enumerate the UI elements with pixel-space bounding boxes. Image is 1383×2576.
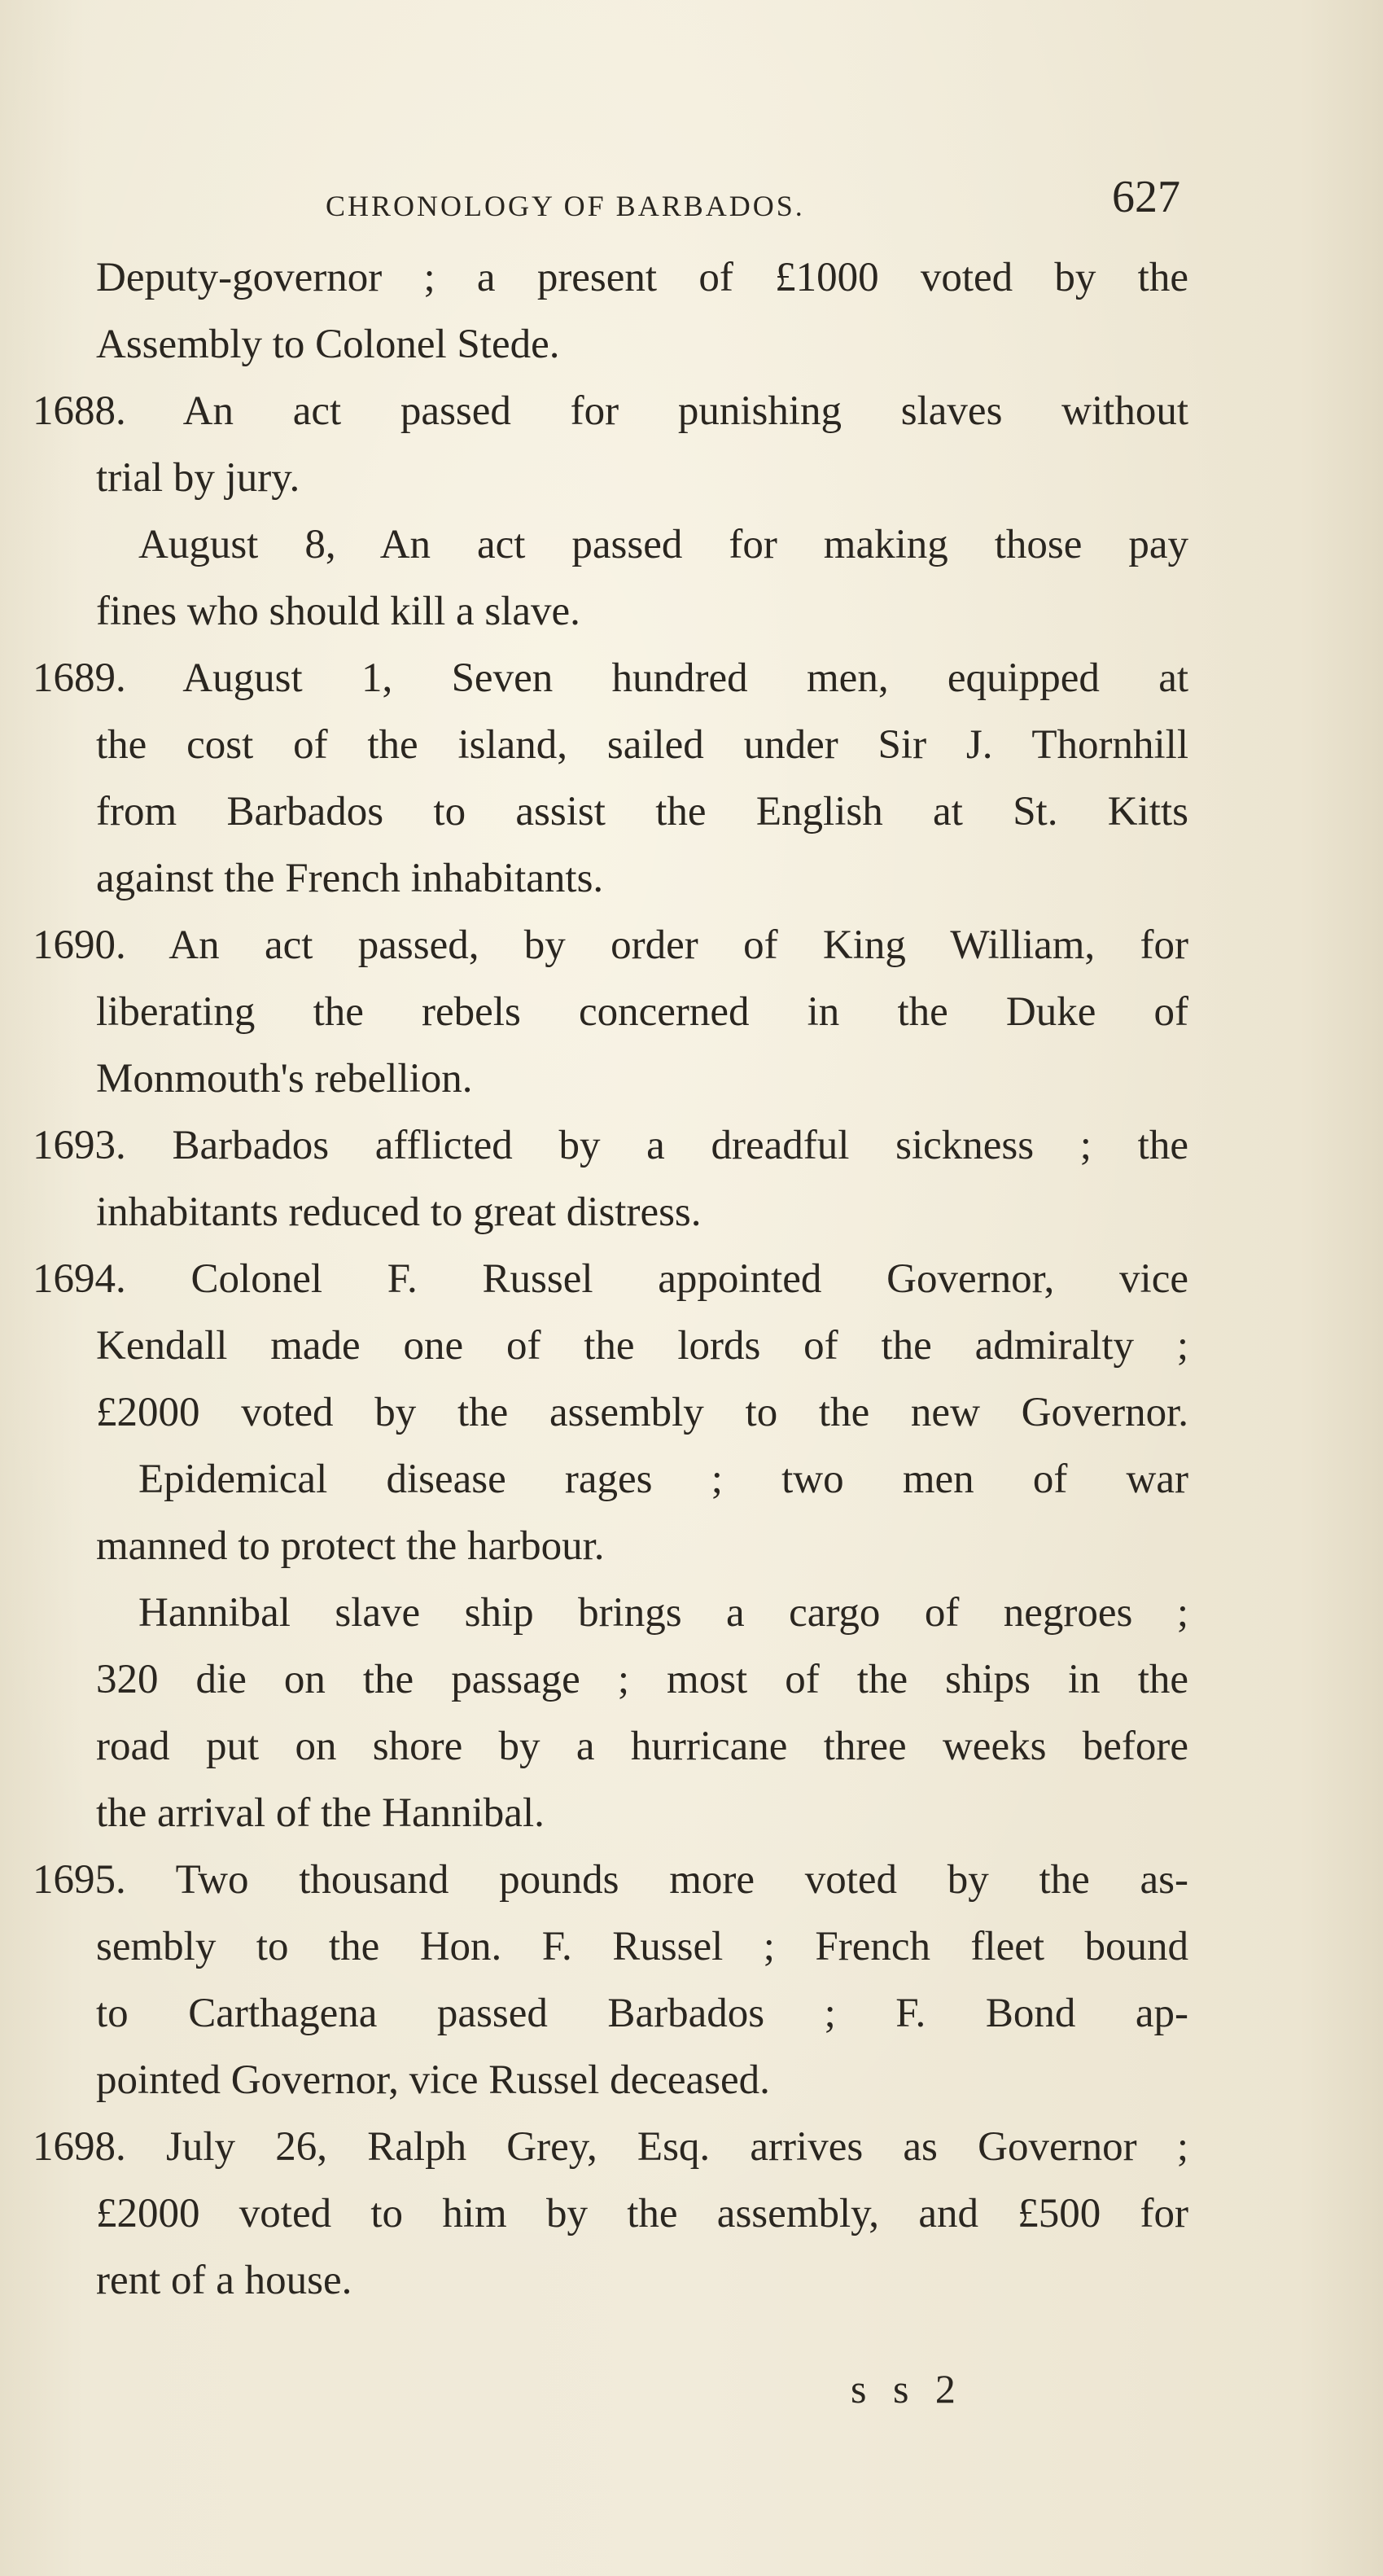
text-line: to Carthagena passed Barbados ; F. Bond ap- xyxy=(96,1991,1188,2036)
text-line: from Barbados to assist the English at St. Kitts xyxy=(96,789,1188,835)
text-line: the cost of the island, sailed under Sir J. Thornhill xyxy=(96,722,1188,768)
text-line: Monmouth's rebellion. xyxy=(96,1056,473,1102)
text-line: pointed Governor, vice Russel deceased. xyxy=(96,2057,770,2103)
text-line: 1694. Colonel F. Russel appointed Governor, vice xyxy=(33,1256,1188,1302)
text-line: Kendall made one of the lords of the admiralty ; xyxy=(96,1323,1188,1369)
page-header xyxy=(326,171,1180,236)
page-number: 627 xyxy=(1112,172,1180,222)
text-line: Assembly to Colonel Stede. xyxy=(96,322,560,367)
text-line: 1695. Two thousand pounds more voted by the as- xyxy=(33,1857,1188,1903)
text-line: Epidemical disease rages ; two men of war xyxy=(138,1457,1188,1502)
text-line: inhabitants reduced to great distress. xyxy=(96,1189,702,1235)
text-line: rent of a house. xyxy=(96,2258,352,2303)
page-body xyxy=(33,244,1188,2314)
signature-mark: s s 2 xyxy=(851,2366,964,2412)
text-line: 320 die on the passage ; most of the ships in the xyxy=(96,1657,1188,1702)
text-line: against the French inhabitants. xyxy=(96,856,604,901)
text-line: road put on shore by a hurricane three weeks before xyxy=(96,1724,1188,1769)
text-line: Hannibal slave ship brings a cargo of negroes ; xyxy=(138,1590,1188,1636)
running-head: CHRONOLOGY OF BARBADOS. xyxy=(326,190,805,222)
text-line: the arrival of the Hannibal. xyxy=(96,1790,545,1836)
text-line: liberating the rebels concerned in the Duke of xyxy=(96,989,1188,1035)
text-line: 1688. An act passed for punishing slaves without xyxy=(33,388,1188,434)
text-line: trial by jury. xyxy=(96,455,300,501)
text-line: £2000 voted to him by the assembly, and £500 for xyxy=(96,2191,1188,2236)
text-line: £2000 voted by the assembly to the new Governor. xyxy=(96,1390,1188,1435)
text-line: 1693. Barbados afflicted by a dreadful sickness ; the xyxy=(33,1123,1188,1168)
text-line: sembly to the Hon. F. Russel ; French fleet bound xyxy=(96,1924,1188,1969)
text-line: 1689. August 1, Seven hundred men, equipped at xyxy=(33,655,1188,701)
text-line: 1690. An act passed, by order of King William, for xyxy=(33,922,1188,968)
text-line: fines who should kill a slave. xyxy=(96,589,580,634)
text-line: manned to protect the harbour. xyxy=(96,1523,605,1569)
text-line: 1698. July 26, Ralph Grey, Esq. arrives as Governor ; xyxy=(33,2124,1188,2170)
text-line: August 8, An act passed for making those pay xyxy=(138,522,1188,567)
text-line: Deputy-governor ; a present of £1000 voted by the xyxy=(96,255,1188,300)
